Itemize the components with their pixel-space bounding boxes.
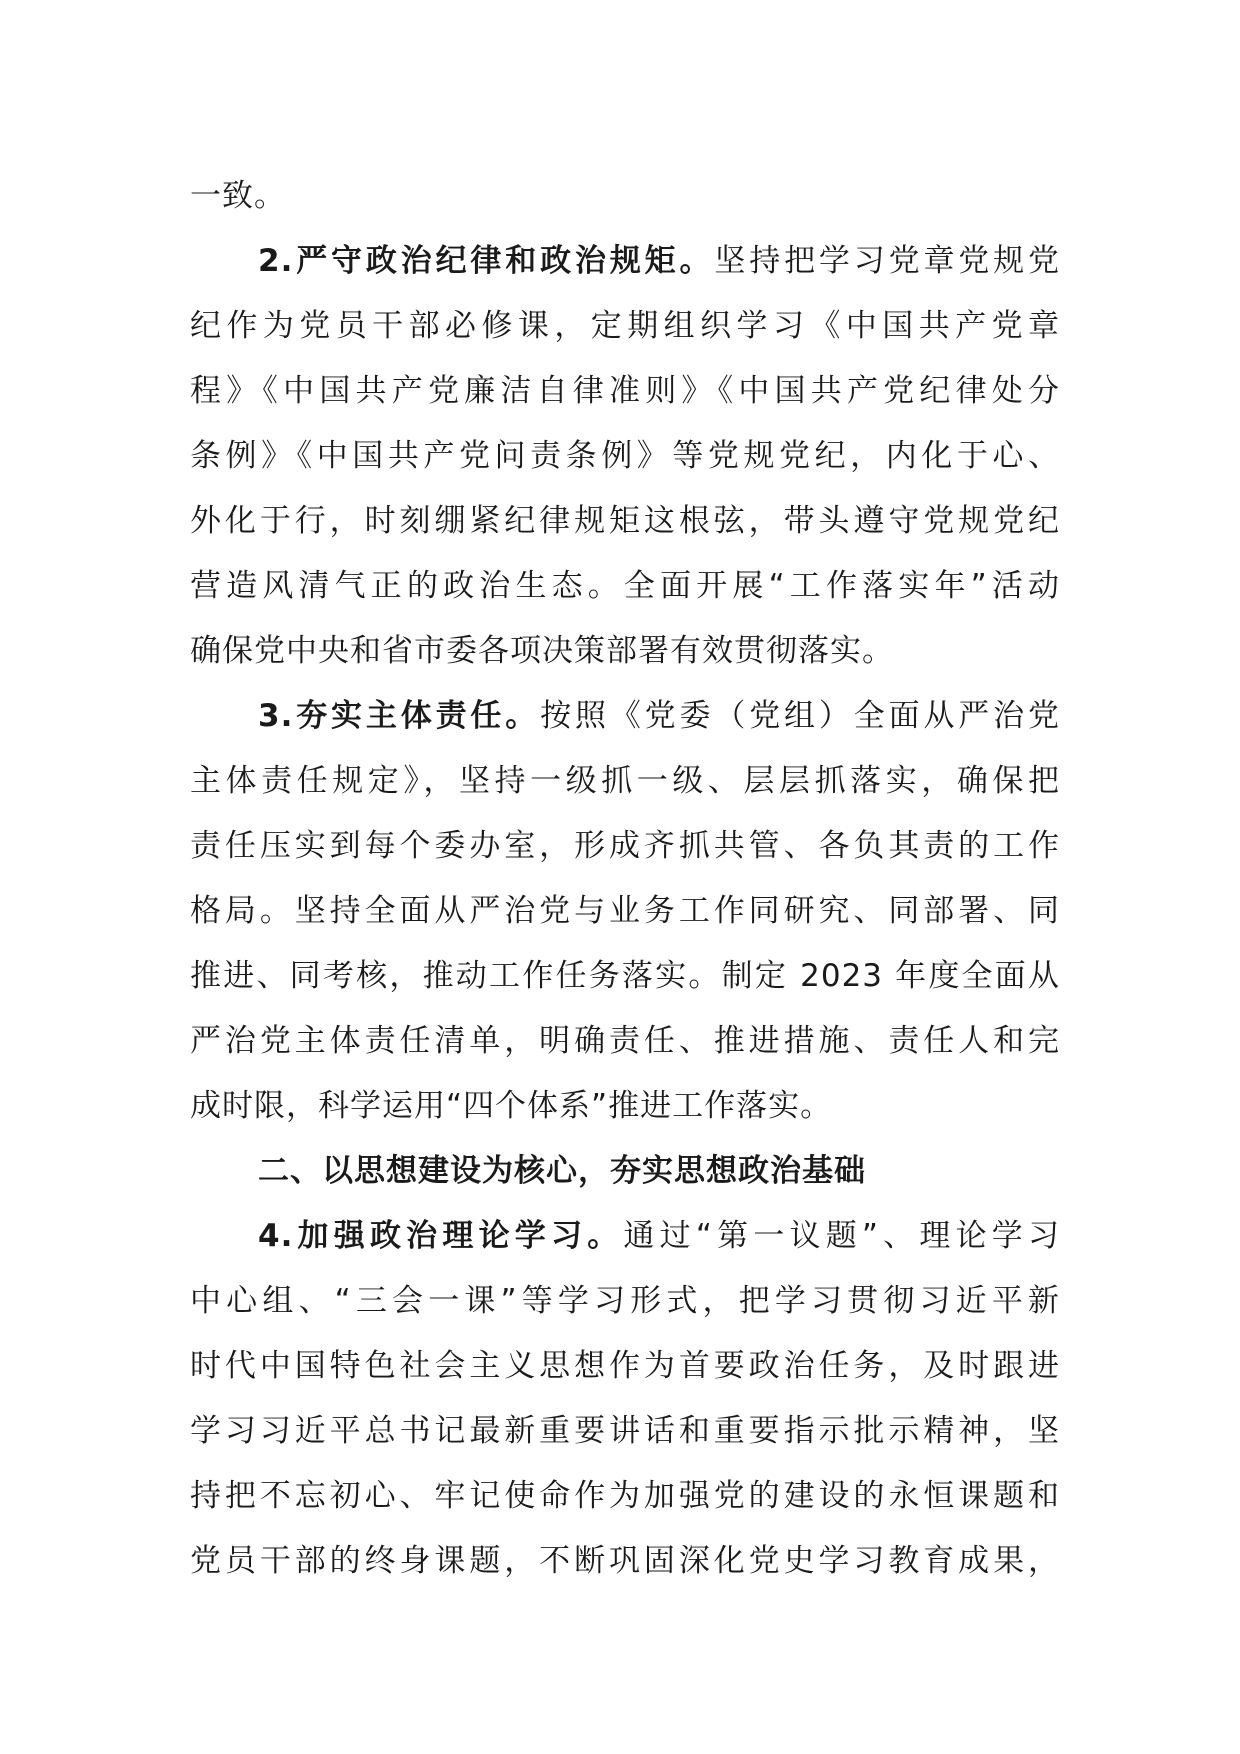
text-run: 一致。 — [190, 178, 286, 214]
paragraph-line — [190, 229, 1060, 294]
text-run: 通过“第一议题”、理论学习 — [623, 1218, 1060, 1254]
item-4-title: 4.加强政治理论学习。 — [258, 1218, 624, 1254]
paragraph-line — [190, 164, 1060, 229]
item-3-title: 3.夯实主体责任。 — [258, 698, 541, 734]
paragraph-line: 责任压实到每个委办室，形成齐抓共管、各负其责的工作 — [190, 828, 1060, 864]
item-2-title: 2.严守政治纪律和政治规矩。 — [258, 243, 715, 279]
paragraph-line: 格局。坚持全面从严治党与业务工作同研究、同部署、同 — [190, 893, 1060, 929]
paragraph-line: 持把不忘初心、牢记使命作为加强党的建设的永恒课题和 — [190, 1478, 1060, 1514]
paragraph-line — [190, 1204, 1060, 1269]
paragraph-line: 确保党中央和省市委各项决策部署有效贯彻落实。 — [190, 633, 894, 669]
paragraph-line: 严治党主体责任清单，明确责任、推进措施、责任人和完 — [190, 1023, 1060, 1059]
text-run: 按照《党委（党组）全面从严治党 — [540, 698, 1060, 734]
paragraph-line: 纪作为党员干部必修课，定期组织学习《中国共产党章 — [190, 308, 1060, 344]
paragraph-line: 推进、同考核，推动工作任务落实。制定 2023 年度全面从 — [190, 958, 1060, 994]
text-run: 坚持把学习党章党规党 — [714, 243, 1060, 279]
paragraph-line: 党员干部的终身课题，不断巩固深化党史学习教育成果， — [190, 1543, 1060, 1579]
paragraph-line: 时代中国特色社会主义思想作为首要政治任务，及时跟进 — [190, 1348, 1060, 1384]
paragraph-line: 营造风清气正的政治生态。全面开展“工作落实年”活动 — [190, 568, 1060, 604]
paragraph-line: 程》《中国共产党廉洁自律准则》《中国共产党纪律处分 — [190, 373, 1060, 409]
paragraph-line: 中心组、“三会一课”等学习形式，把学习贯彻习近平新 — [190, 1283, 1060, 1319]
document-body — [190, 164, 1060, 1594]
paragraph-line: 条例》《中国共产党问责条例》等党规党纪，内化于心、 — [190, 438, 1060, 474]
paragraph-line: 学习习近平总书记最新重要讲话和重要指示批示精神，坚 — [190, 1413, 1060, 1449]
paragraph-line: 成时限，科学运用“四个体系”推进工作落实。 — [190, 1088, 833, 1124]
paragraph-line: 外化于行，时刻绷紧纪律规矩这根弦，带头遵守党规党纪 — [190, 503, 1060, 539]
paragraph-line — [190, 684, 1060, 749]
paragraph-line: 主体责任规定》，坚持一级抓一级、层层抓落实，确保把 — [190, 763, 1060, 799]
section-heading: 二、以思想建设为核心，夯实思想政治基础 — [258, 1153, 866, 1189]
